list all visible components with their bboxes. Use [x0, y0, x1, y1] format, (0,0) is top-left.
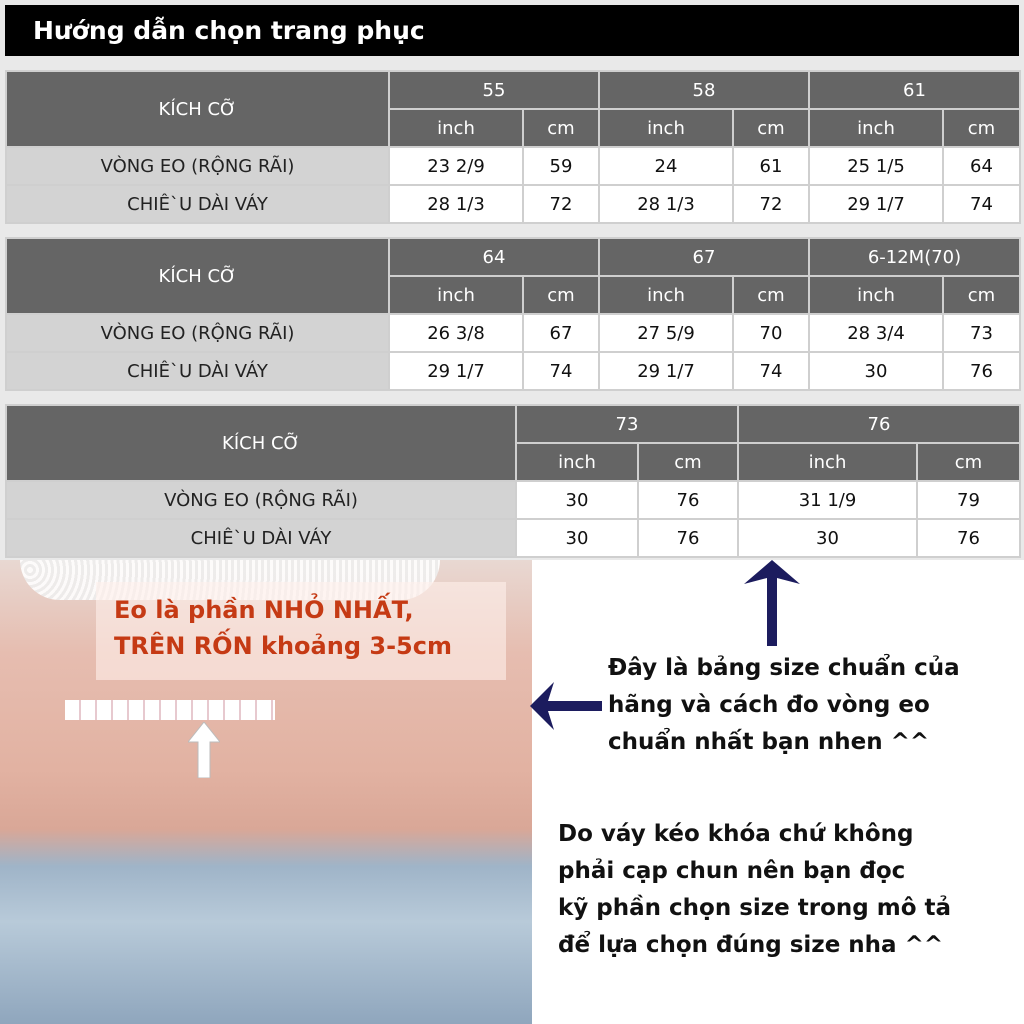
measuring-tape	[65, 700, 275, 720]
inch-value: 28 3/4	[809, 314, 943, 352]
inch-value: 29 1/7	[809, 185, 943, 223]
row-label: CHIÊ`U DÀI VÁY	[6, 352, 389, 390]
unit-cm: cm	[917, 443, 1020, 481]
unit-cm: cm	[638, 443, 738, 481]
unit-inch: inch	[738, 443, 917, 481]
size-label-header: KÍCH CỠ	[6, 405, 516, 481]
cm-value: 70	[733, 314, 809, 352]
inch-value: 26 3/8	[389, 314, 523, 352]
size-label-header: KÍCH CỠ	[6, 238, 389, 314]
note-line: để lựa chọn đúng size nha ^^	[558, 932, 944, 958]
note-zipper	[558, 816, 951, 964]
row-label: CHIÊ`U DÀI VÁY	[6, 519, 516, 557]
inch-value: 25 1/5	[809, 147, 943, 185]
size-header: 67	[599, 238, 809, 276]
inch-value: 28 1/3	[599, 185, 733, 223]
unit-inch: inch	[389, 276, 523, 314]
inch-value: 27 5/9	[599, 314, 733, 352]
inch-value: 31 1/9	[738, 481, 917, 519]
cm-value: 72	[733, 185, 809, 223]
inch-value: 23 2/9	[389, 147, 523, 185]
table-row	[6, 481, 1020, 519]
cm-value: 76	[917, 519, 1020, 557]
cm-value: 72	[523, 185, 599, 223]
header-row	[6, 405, 1020, 443]
unit-inch: inch	[809, 109, 943, 147]
inch-value: 24	[599, 147, 733, 185]
cm-value: 76	[943, 352, 1020, 390]
unit-cm: cm	[523, 276, 599, 314]
unit-cm: cm	[523, 109, 599, 147]
note-line: phải cạp chun nên bạn đọc	[558, 858, 906, 884]
cm-value: 59	[523, 147, 599, 185]
size-header: 55	[389, 71, 599, 109]
cm-value: 74	[733, 352, 809, 390]
cm-value: 74	[943, 185, 1020, 223]
waist-measure-photo	[0, 560, 532, 1024]
unit-inch: inch	[809, 276, 943, 314]
note-line: hãng và cách đo vòng eo	[608, 692, 930, 718]
size-table	[5, 404, 1021, 558]
inch-value: 30	[809, 352, 943, 390]
cm-value: 79	[917, 481, 1020, 519]
size-table	[5, 70, 1021, 224]
size-table	[5, 237, 1021, 391]
note-line: Đây là bảng size chuẩn của	[608, 655, 960, 681]
unit-inch: inch	[599, 109, 733, 147]
callout-line: TRÊN RỐN khoảng 3-5cm	[114, 632, 452, 660]
size-header: 58	[599, 71, 809, 109]
up-arrow-icon	[742, 560, 802, 646]
waist-callout	[96, 582, 506, 680]
row-label: VÒNG EO (RỘNG RÃI)	[6, 314, 389, 352]
inch-value: 30	[516, 519, 638, 557]
size-label-header: KÍCH CỠ	[6, 71, 389, 147]
note-line: chuẩn nhất bạn nhen ^^	[608, 729, 930, 755]
unit-cm: cm	[733, 276, 809, 314]
unit-inch: inch	[516, 443, 638, 481]
row-label: VÒNG EO (RỘNG RÃI)	[6, 147, 389, 185]
size-header: 6-12M(70)	[809, 238, 1020, 276]
left-arrow-icon	[530, 680, 602, 732]
cm-value: 74	[523, 352, 599, 390]
table-row	[6, 519, 1020, 557]
inch-value: 29 1/7	[599, 352, 733, 390]
cm-value: 61	[733, 147, 809, 185]
note-size-chart	[608, 650, 960, 761]
cm-value: 73	[943, 314, 1020, 352]
cm-value: 64	[943, 147, 1020, 185]
note-line: Do váy kéo khóa chứ không	[558, 821, 914, 847]
table-row	[6, 352, 1020, 390]
inch-value: 30	[516, 481, 638, 519]
size-header: 73	[516, 405, 738, 443]
title-bar: Hướng dẫn chọn trang phục	[5, 5, 1019, 56]
table-row	[6, 147, 1020, 185]
row-label: VÒNG EO (RỘNG RÃI)	[6, 481, 516, 519]
table-row	[6, 314, 1020, 352]
unit-cm: cm	[943, 109, 1020, 147]
cm-value: 67	[523, 314, 599, 352]
callout-line: Eo là phần NHỎ NHẤT,	[114, 596, 414, 624]
unit-cm: cm	[733, 109, 809, 147]
unit-inch: inch	[389, 109, 523, 147]
header-row	[6, 238, 1020, 276]
inch-value: 28 1/3	[389, 185, 523, 223]
size-header: 64	[389, 238, 599, 276]
size-header: 76	[738, 405, 1020, 443]
row-label: CHIÊ`U DÀI VÁY	[6, 185, 389, 223]
cm-value: 76	[638, 481, 738, 519]
size-header: 61	[809, 71, 1020, 109]
note-line: kỹ phần chọn size trong mô tả	[558, 895, 952, 921]
table-row	[6, 185, 1020, 223]
inch-value: 29 1/7	[389, 352, 523, 390]
header-row	[6, 71, 1020, 109]
inch-value: 30	[738, 519, 917, 557]
up-arrow-icon	[188, 722, 220, 778]
unit-inch: inch	[599, 276, 733, 314]
cm-value: 76	[638, 519, 738, 557]
unit-cm: cm	[943, 276, 1020, 314]
